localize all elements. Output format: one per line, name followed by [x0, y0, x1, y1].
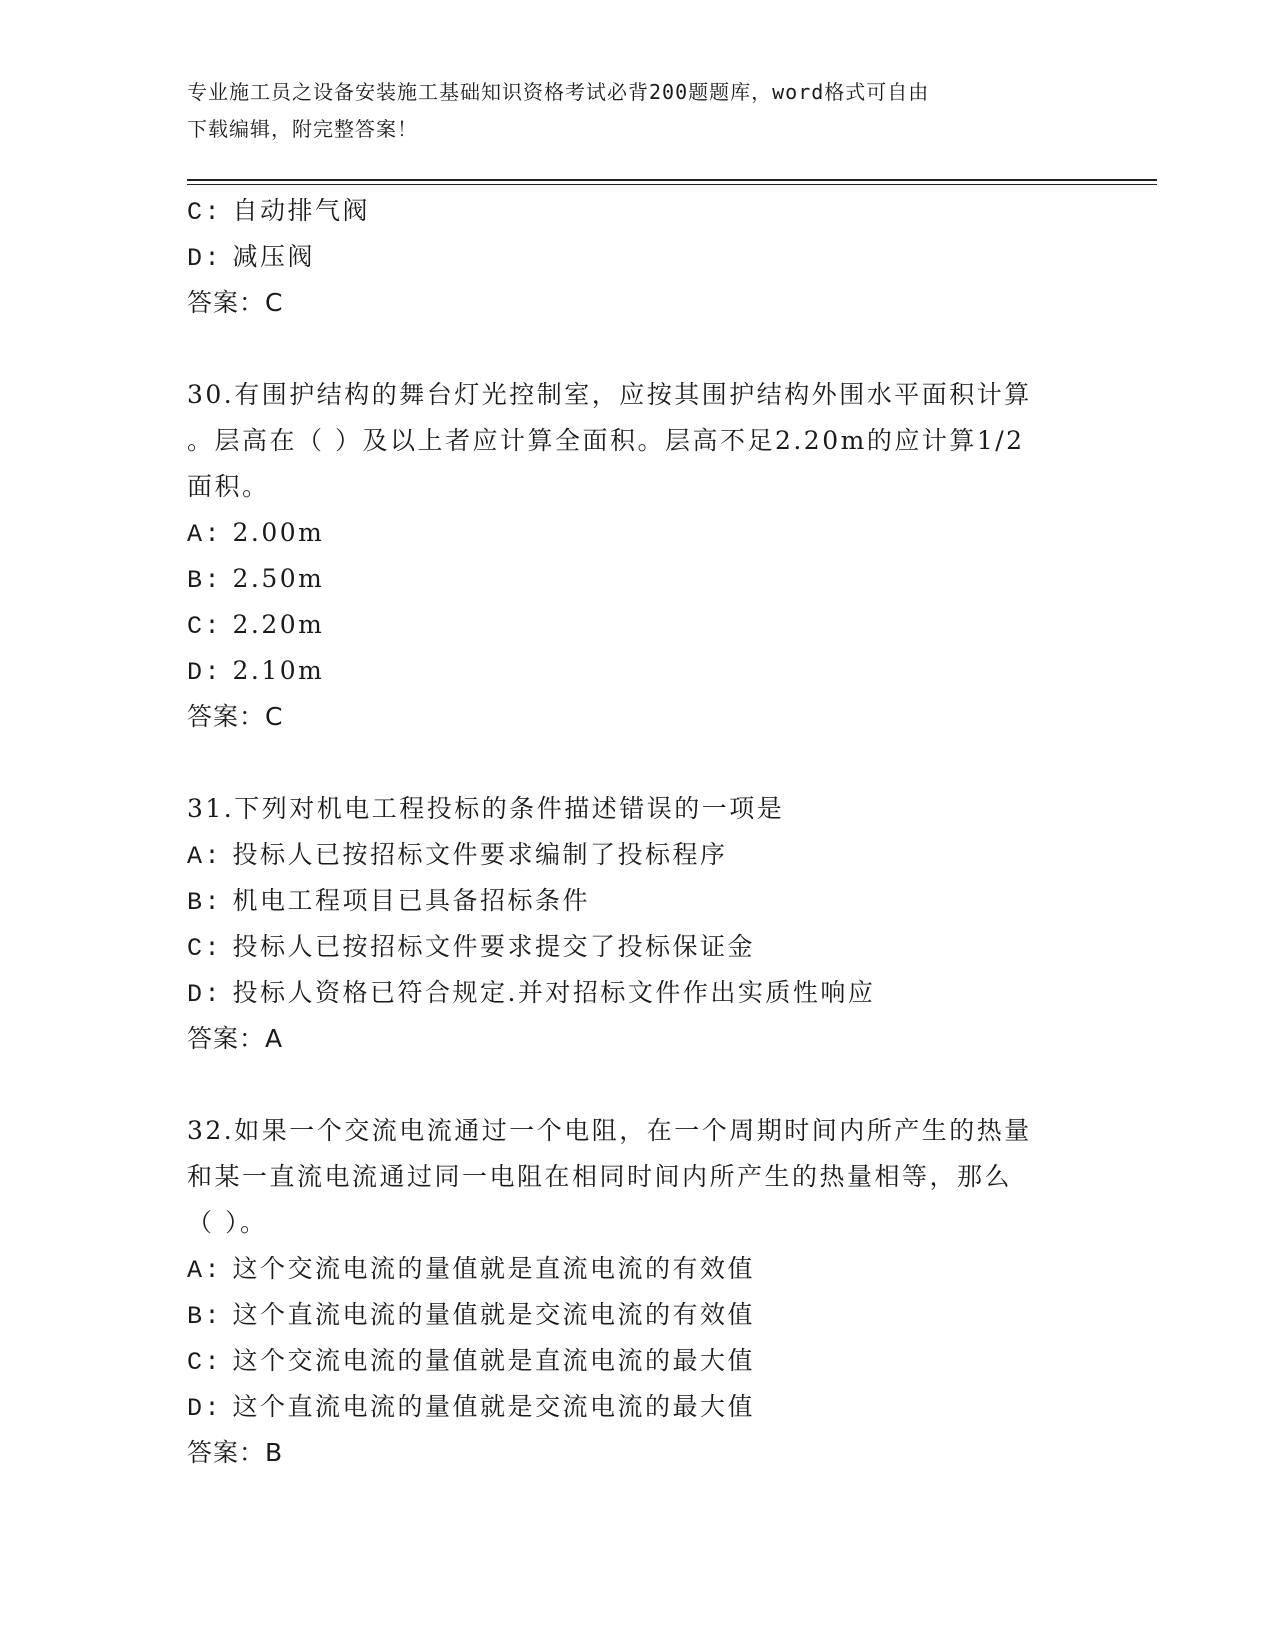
option-a	[187, 1246, 1087, 1292]
stem-line: 。层高在（ ）及以上者应计算全面积。层高不足2.20m的应计算1/2	[187, 426, 1025, 455]
option-text: 2.10m	[232, 656, 325, 685]
option-text: 投标人已按招标文件要求提交了投标保证金	[232, 932, 755, 961]
answer-line: 答案：A	[187, 1024, 284, 1053]
option-letter: C:	[187, 198, 223, 227]
option-letter: D:	[187, 244, 223, 273]
option-a	[187, 832, 1087, 878]
option-letter: B:	[187, 1302, 223, 1331]
option-text: 2.20m	[232, 610, 325, 639]
option-d	[187, 234, 1087, 280]
document-header	[187, 74, 1087, 148]
question-29-tail	[187, 188, 1087, 326]
option-text: 2.00m	[232, 518, 325, 547]
option-b	[187, 878, 1087, 924]
option-letter: B:	[187, 566, 223, 595]
option-letter: A:	[187, 520, 223, 549]
option-letter: C:	[187, 612, 223, 641]
question-stem	[187, 1108, 1087, 1246]
answer-line: 答案：C	[187, 702, 284, 731]
option-text: 投标人资格已符合规定.并对招标文件作出实质性响应	[232, 978, 876, 1007]
option-letter: A:	[187, 1256, 223, 1285]
option-text: 这个直流电流的量值就是交流电流的最大值	[232, 1392, 755, 1421]
spacer	[187, 740, 1087, 786]
header-line-2: 下载编辑，附完整答案！	[187, 117, 418, 141]
answer-line: 答案：B	[187, 1438, 284, 1467]
option-text: 减压阀	[232, 242, 315, 271]
option-text: 这个交流电流的量值就是直流电流的有效值	[232, 1254, 755, 1283]
option-text: 投标人已按招标文件要求编制了投标程序	[232, 840, 728, 869]
option-letter: A:	[187, 842, 223, 871]
stem-line: 和某一直流电流通过同一电阻在相同时间内所产生的热量相等，那么	[187, 1162, 1013, 1191]
question-32	[187, 1108, 1087, 1476]
option-letter: B:	[187, 888, 223, 917]
option-text: 机电工程项目已具备招标条件	[232, 886, 590, 915]
option-text: 2.50m	[232, 564, 325, 593]
stem-line: 32.如果一个交流电流通过一个电阻，在一个周期时间内所产生的热量	[187, 1116, 1032, 1145]
option-d	[187, 970, 1087, 1016]
option-letter: D:	[187, 980, 223, 1009]
option-c	[187, 188, 1087, 234]
option-letter: C:	[187, 1348, 223, 1377]
answer-line: 答案：C	[187, 288, 284, 317]
option-d	[187, 648, 1087, 694]
option-d	[187, 1384, 1087, 1430]
header-divider-thin	[187, 184, 1157, 185]
question-list	[187, 188, 1087, 1476]
option-c	[187, 602, 1087, 648]
question-stem	[187, 372, 1087, 510]
option-letter: D:	[187, 658, 223, 687]
spacer	[187, 326, 1087, 372]
option-a	[187, 510, 1087, 556]
option-letter: D:	[187, 1394, 223, 1423]
option-text: 这个交流电流的量值就是直流电流的最大值	[232, 1346, 755, 1375]
question-31	[187, 786, 1087, 1062]
header-line-1: 专业施工员之设备安装施工基础知识资格考试必背200题题库，word格式可自由	[187, 80, 930, 104]
question-30	[187, 372, 1087, 740]
question-stem	[187, 786, 1087, 832]
option-b	[187, 1292, 1087, 1338]
option-c	[187, 1338, 1087, 1384]
spacer	[187, 1062, 1087, 1108]
option-text: 这个直流电流的量值就是交流电流的有效值	[232, 1300, 755, 1329]
stem-line: 31.下列对机电工程投标的条件描述错误的一项是	[187, 794, 785, 823]
option-c	[187, 924, 1087, 970]
stem-line: 面积。	[187, 472, 270, 501]
option-letter: C:	[187, 934, 223, 963]
header-divider-thick	[187, 179, 1157, 181]
stem-line: （ ）。	[187, 1208, 268, 1237]
option-b	[187, 556, 1087, 602]
option-text: 自动排气阀	[232, 196, 370, 225]
stem-line: 30.有围护结构的舞台灯光控制室，应按其围护结构外围水平面积计算	[187, 380, 1032, 409]
